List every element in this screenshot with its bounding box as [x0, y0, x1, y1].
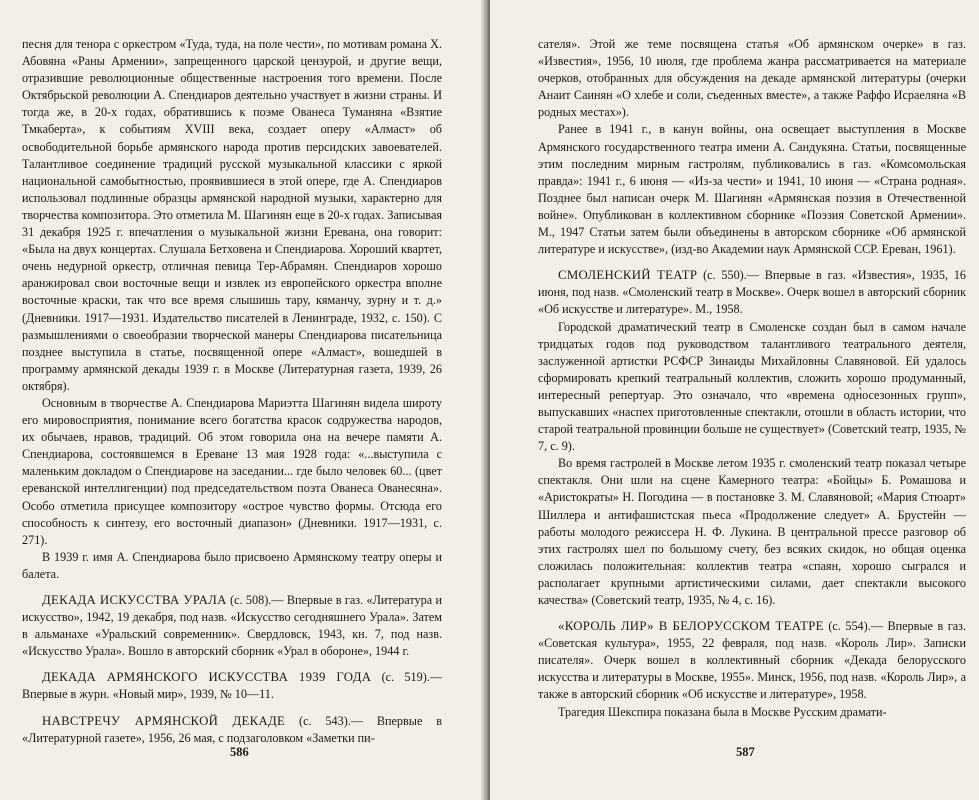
entry-heading: ДЕКАДА АРМЯНСКОГО ИСКУССТВА 1939 ГОДА	[42, 670, 372, 685]
entry-heading: НАВСТРЕЧУ АРМЯНСКОЙ ДЕКАДЕ	[42, 713, 286, 728]
paragraph: Основным в творчестве А. Спендиарова Мариэтта Шагинян видела широту его мировосприятия, понимание всего богатства красок содружества народов, их обычаев, нравов, традиций. Об этом говорила она на вечере памяти А. Спендиарова, состоявшемся в Ереване 13 мая 1928 года: «...выступила с маленьким докладом о Спендиарове на заседании... где было человек 60... (цвет ереванской интеллигенции) под председательством поэта Ованеса Ованесяна». Особо отметила присущее композитору «острое чувство формы. Отсюда его способность к синтезу, его восточный диапазон» (Дневники. 1917—1931, с. 271).	[22, 395, 442, 547]
entry-text: (с. 543).— Впервые в «Литературной газете», 1956, 26 мая, с подзаголовком «Заметки пи-	[22, 713, 442, 745]
entry-text: (с. 550).— Впервые в газ. «Известия», 1935, 16 июня, под назв. «Смоленский театр в Москве». Очерк вошел в авторский сборник «Об искусстве и литературе». М., 1958.	[538, 268, 967, 317]
entry-heading: СМОЛЕНСКИЙ ТЕАТР	[558, 268, 698, 283]
paragraph: Во время гастролей в Москве летом 1935 г. смоленский театр показал четыре спектакля. Они шли на сцене Камерного театра: «Бойцы» Б. Ромашова и «Аристократы» Н. Погодина — в постановке З. М. Славяновой; «Мария Стюарт» Шиллера и антифашистская пьеса «Продолжение следует» А. Брустейн — работы молодого режиссера Н. Ф. Лукина. В центральной прессе разговор об этих гастролях шел по большому счету, без всяких скидок, но общая оценка сложилась положительная: коллектив театра «спаян, хорошо сыгрался и располагает крупными артистическими силами, дает спектакли высокого качества» (Советский театр, 1935, № 4, с. 16).	[538, 456, 966, 607]
paragraph: Ранее в 1941 г., в канун войны, она освещает выступления в Москве Армянского государственного театра имени А. Сандукяна. Статьи, посвященные этим последним мирным гастролям, публиковались в газ. «Комсомольская правда»: 1941 г., 6 июня — «Из-за чести» и 1941, 10 июня — «Страна родная». Позднее был написан очерк М. Шагинян «Армянская поэзия в Отечественной войне». Опубликован в коллективном сборнике «Поэзия Советской Армении». М., 1947 Статьи затем были объединены в авторском сборнике «Об армянской литературе и искусстве», (изд-во Академии наук Армянской ССР. Ереван, 1961).	[538, 122, 966, 257]
entry-text: (с. 519).— Впервые в журн. «Новый мир», 1939, № 10—11.	[22, 670, 443, 702]
commentary-entry	[538, 618, 966, 703]
entry-heading: ДЕКАДА ИСКУССТВА УРАЛА	[42, 593, 227, 607]
left-page	[0, 0, 486, 800]
page-number: 587	[736, 745, 755, 759]
right-page-text	[538, 36, 966, 721]
paragraph: Городской драматический театр в Смоленске создан был в самом начале тридцатых годов под руководством талантливого театрального деятеля, заслуженной артистки РСФСР Зинаиды Михайловны Славяновой. Ей удалось сформировать крепкий театральный коллектив, сложить хорошо продуманный, интересный репертуар. Это означало, что «времена одн̀осезонных групп», выпускавших «наспех приготовленные спектакли, отошли в область истории, что старой театральной провинции больше не существует» (Советский театр, 1935, № 7, с. 9).	[538, 319, 966, 454]
commentary-entry	[22, 713, 442, 747]
commentary-entry	[538, 267, 966, 318]
entry-heading: «КОРОЛЬ ЛИР» В БЕЛОРУССКОМ ТЕАТРЕ	[558, 619, 824, 634]
left-page-text	[22, 36, 442, 747]
paragraph: В 1939 г. имя А. Спендиарова было присвоено Армянскому театру оперы и балета.	[22, 549, 442, 581]
commentary-entry	[22, 592, 442, 660]
entry-text: (с. 508).— Впервые в газ. «Литература и искусство», 1942, 19 декабря, под назв. «Искусство сегодняшнего Урала». Затем в альманахе «Уральский современник». Свердловск, 1943, кн. 7, под назв. «Искусство Урала». Вошло в авторский сборник «Урал в обороне», 1944 г.	[22, 593, 443, 659]
paragraph: Трагедия Шекспира показана была в Москве Русским драмати-	[558, 704, 887, 719]
page-number: 586	[230, 745, 249, 759]
commentary-entry	[22, 669, 442, 703]
paragraph: сателя». Этой же теме посвящена статья «Об армянском очерке» в газ. «Известия», 1956, 10 июля, где проблема жанра рассматривается на материале очерков, отобранных для обсуждения на декаде армянской литературы (очерки Анаит Саинян «О хлебе и соли, съеденных вместе», а также Раффо Исраеляна «В родных местах»).	[538, 37, 966, 120]
entry-text: (с. 554).— Впервые в газ. «Советская культура», 1955, 22 февраля, под назв. «Король Лир». Записки писателя». Очерк вошел в коллективный сборник «Декада белорусского искусства и литературы в Москве, 1955». Минск, 1956, под назв. «Король Лир», а также в авторский сборник «Об искусстве и литературе», 1958.	[538, 619, 967, 702]
right-page	[490, 0, 979, 800]
paragraph: песня для тенора с оркестром «Туда, туда, на поле чести», по мотивам романа Х. Абовяна «Раны Армении», запрещенного царской цензурой, и другие вещи, отразившие революционные общественные настроения того времени. После Октябрьской революции А. Спендиаров деятельно участвует в жизни страны. И тогда же, в 20-х годах, обратившись к поэме Ованеса Туманяна «Взятие Тмкаберта», к событиям XVIII века, создает оперу «Алмаст» об освободительной борьбе армянского народа против персидских завоевателей. Талантливое соединение традиций русской музыкальной классики с яркой национальной самобытностью, проявившиеся в этой опере, где А. Спендиаров использовал подлинные образцы армянской народной музыки, характерно для творчества композитора. Это отметила М. Шагинян еще в 20-х годах. Записывая 31 декабря 1925 г. впечатления о музыкальной жизни Еревана, она говорит: «Была на двух концертах. Слушала Бетховена и Спендиарова. Хороший квартет, очень недурной оркестр, отличная певица Тер-Абрамян. Спендиаров хорошо аранжировал свои восточные вещи и извлек из европейского оркестра вполне восточные краски, так что все время слышишь тару, кяманчу, зурну и т. д.» (Дневники. 1917—1931. Издательство писателей в Ленинграде, 1932, с. 150). С размышлениями о своеобразии творческой манеры Спендиарова писательница позднее выступила в статье, посвященной опере «Алмаст», вошедшей в программу армянской декады 1939 г. в Москве (Литературная газета, 1939, 26 октября).	[22, 37, 442, 393]
